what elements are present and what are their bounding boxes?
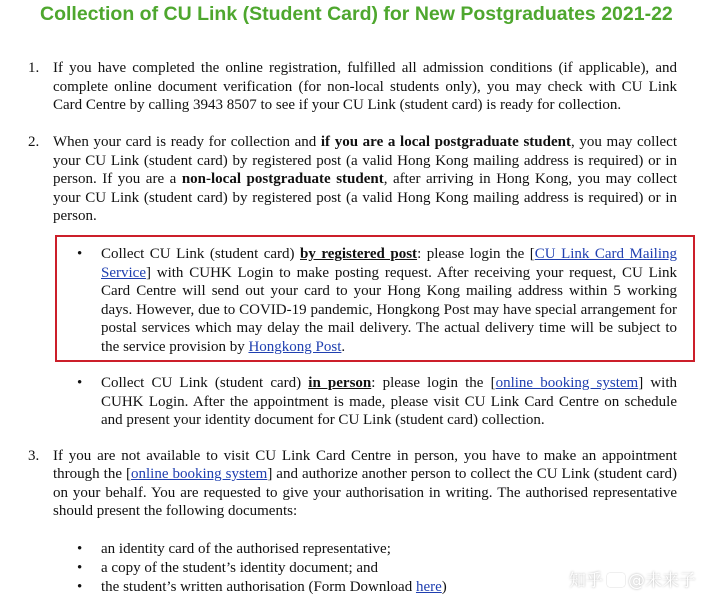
bullet-marker: •: [77, 246, 83, 262]
bold-by-registered-post: by registered post: [300, 246, 418, 262]
camera-icon: [607, 573, 625, 587]
doc-item-authorisation: the student’s written authorisation (Form Download here): [101, 579, 447, 595]
cu-link-mailing-service-link[interactable]: CU Link Card Mailing Service: [101, 246, 678, 281]
item-text-2: When your card is ready for collection and if you are a local postgraduate student, you may collect your CU Link (student card) by registered post (a valid Hong Kong mailing address is required) or in person. If you are a non-local postgraduate student, after arriving in Hong Kong, you may collect your CU Link (student card) by registered post (a valid Hong Kong mailing address is required) or in person.: [53, 134, 678, 225]
watermark: [569, 566, 696, 591]
watermark-user: @未来子: [628, 571, 696, 591]
item-text-3: If you are not available to visit CU Link Card Centre in person, you have to make an appointment through the [online booking system] and authorize another person to collect the CU Link (student card) on your behalf. You are requested to give your authorisation in writing. The authorised representative should present the following documents:: [53, 448, 677, 520]
bold-local-student: if you are a local postgraduate student: [320, 134, 571, 150]
item-number-1: 1.: [28, 60, 40, 76]
bullet-registered-post: Collect CU Link (student card) by registered post: please login the [CU Link Card Mailing Service] with CUHK Login to make posting request. After receiving your request, CU Link Card Centre will send out your card to your Hong Kong mailing address within 5 working days. However, due to COVID-19 pandemic, Hongkong Post may have special arrangement for postal services which may delay the mail delivery. The actual delivery time will be subject to the service provision by Hongkong Post.: [101, 246, 678, 355]
watermark-site: 知乎: [569, 571, 603, 591]
online-booking-system-link-2[interactable]: online booking system: [130, 466, 268, 483]
bullet-marker: •: [77, 541, 83, 557]
bold-nonlocal-student: non-local postgraduate student: [181, 171, 384, 188]
hongkong-post-link[interactable]: Hongkong Post: [248, 338, 342, 355]
item-text-1: If you have completed the online registration, fulfilled all admission conditions (if applicable), and complete online document verification (for non-local students only), you may check with CU Link Card Centre by calling 3943 8507 to see if your CU Link (student card) is ready for collection.: [53, 60, 677, 114]
form-download-link[interactable]: here: [415, 579, 442, 595]
item-number-3: 3.: [28, 448, 40, 464]
bullet-in-person: Collect CU Link (student card) in person: please login the [online booking system] with CUHK Login. After the appointment is made, please visit CU Link Card Centre on schedule and present your identity document for CU Link (student card) collection.: [101, 375, 677, 429]
page-title: Collection of CU Link (Student Card) for New Postgraduates 2021-22: [40, 3, 673, 25]
bullet-marker: •: [77, 560, 83, 576]
doc-item-identity-card: an identity card of the authorised representative;: [101, 541, 391, 557]
doc-item-identity-copy: a copy of the student’s identity document; and: [101, 560, 379, 576]
bullet-marker: •: [77, 375, 83, 391]
bold-in-person: in person: [308, 375, 372, 391]
online-booking-system-link[interactable]: online booking system: [495, 375, 639, 391]
item-number-2: 2.: [28, 134, 40, 150]
bullet-marker: •: [77, 579, 83, 595]
